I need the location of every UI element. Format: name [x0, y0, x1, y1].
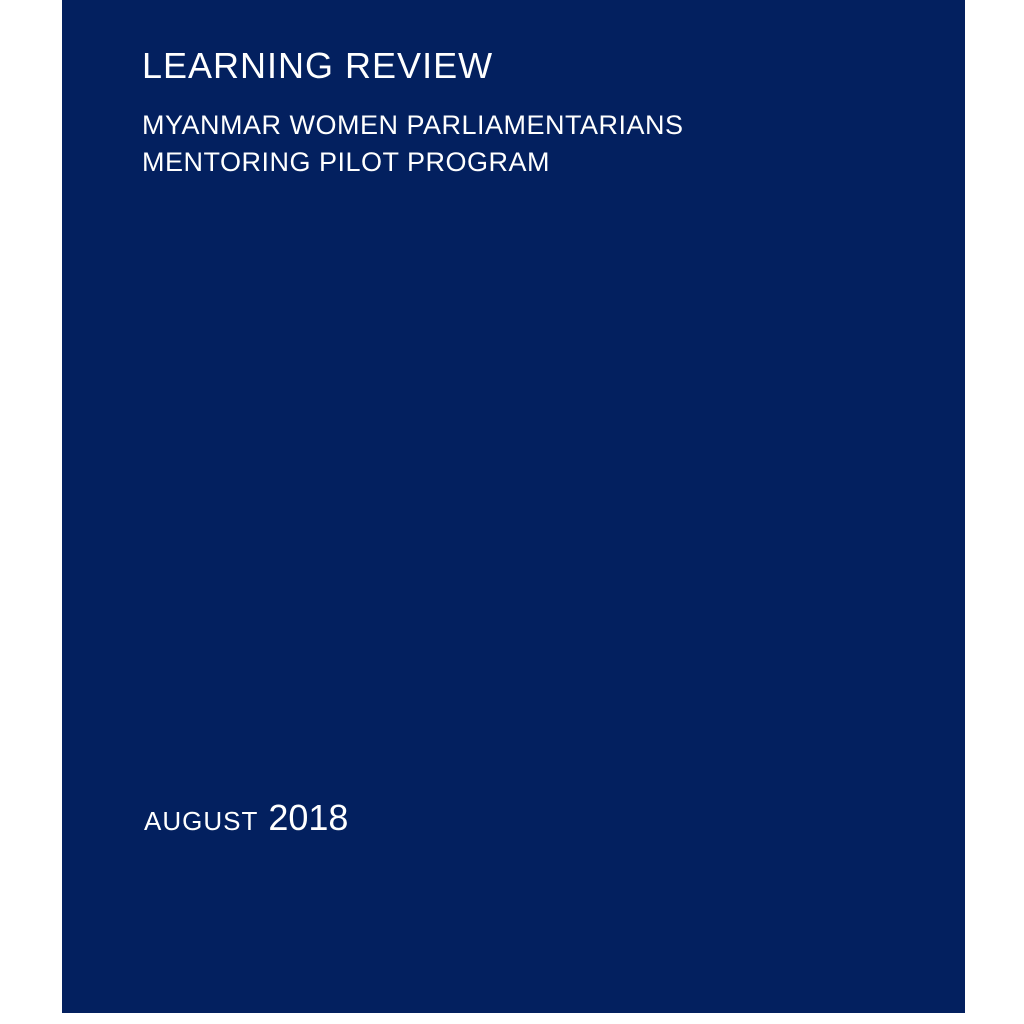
cover-panel	[62, 0, 965, 1013]
document-subtitle-line-1: MYANMAR WOMEN PARLIAMENTARIANS	[142, 110, 684, 140]
publication-month: AUGUST	[144, 806, 259, 836]
document-subtitle-line-2: MENTORING PILOT PROGRAM	[142, 147, 551, 177]
publication-year: 2018	[268, 797, 349, 838]
publication-date	[144, 797, 349, 838]
document-title: LEARNING REVIEW	[142, 45, 494, 86]
